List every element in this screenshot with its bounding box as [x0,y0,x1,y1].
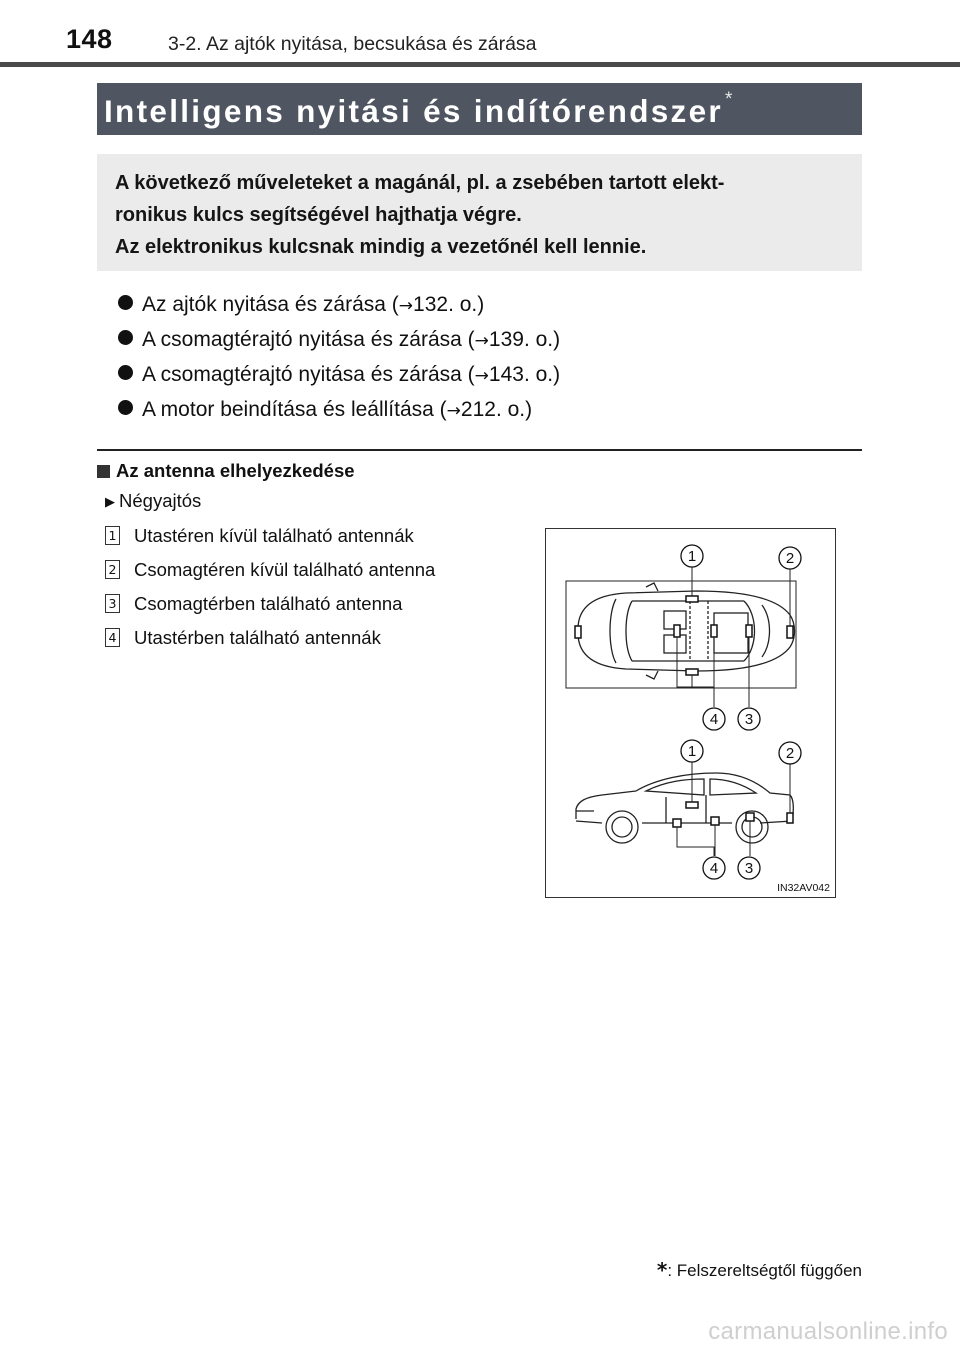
antenna-diagram [546,529,835,897]
callout-2-label: 2 [785,745,795,762]
bullet-dot-icon [118,330,133,345]
antenna-heading [97,460,355,482]
title-banner [97,83,862,135]
figure-code: IN32AV042 [777,882,830,894]
callout-4-label: 4 [709,711,719,728]
list-item-text: A csomagtérajtó nyitása és zárása ( [142,328,475,351]
callout-1-label: 1 [687,548,697,565]
antenna-marker [674,625,680,637]
variant-text: Négyajtós [119,490,202,511]
list-item-text: A motor beindítása és leállítása ( [142,398,447,421]
page-number: 148 [66,24,113,54]
callout-3-label: 3 [744,711,754,728]
callout-2-label: 2 [785,550,795,567]
car-top-view [566,581,796,688]
list-item [118,325,560,360]
legend-item [105,591,435,625]
list-item [118,360,560,395]
bullet-dot-icon [118,400,133,415]
side-callout-labels [688,743,794,877]
intro-line: ronikus kulcs segítségével hajthatja végre. [115,204,522,226]
antenna-location-figure [545,528,836,898]
legend-item [105,557,435,591]
legend-number: 3 [105,594,120,613]
legend-number: 2 [105,560,120,579]
arrow-right-icon: → [474,366,489,386]
antenna-marker [686,669,698,675]
intro-line: A következő műveleteket a magánál, pl. a zsebében tartott elekt- [115,172,725,194]
callout-3-label: 3 [744,860,754,877]
page-reference: 132. o.) [413,293,485,316]
asterisk-icon: * [656,1258,668,1282]
antenna-marker [673,819,681,827]
footnote [657,1258,862,1282]
antenna-marker [746,813,754,821]
legend-item [105,625,435,659]
section-header: 3-2. Az ajtók nyitása, becsukása és zárása [168,33,537,55]
legend-number: 4 [105,628,120,647]
antenna-marker [787,813,793,823]
callout-1-label: 1 [687,743,697,760]
antenna-marker [787,626,793,638]
page-reference: 143. o.) [488,363,561,386]
header-rule [0,62,960,67]
page-reference: 139. o.) [488,328,561,351]
top-callout-labels [688,548,794,728]
feature-list [118,290,560,430]
antenna-marker [711,817,719,825]
arrow-right-icon: → [398,296,414,316]
legend-item [105,523,435,557]
bullet-dot-icon [118,365,133,380]
antenna-marker [686,802,698,808]
legend-label: Utastéren kívül található antennák [134,525,414,546]
car-side-view [576,773,793,843]
list-item [118,290,560,325]
antenna-legend [105,523,435,659]
legend-label: Csomagtéren kívül található antenna [134,559,436,580]
title-asterisk: * [725,89,733,110]
antenna-marker [746,625,752,637]
list-item [118,395,560,430]
antenna-marker [686,596,698,602]
side-callouts [681,740,801,879]
legend-label: Utastérben található antennák [134,627,381,648]
page-reference: 212. o.) [460,398,533,421]
antenna-marker [711,625,717,637]
top-callouts [681,545,801,730]
arrow-right-icon: → [446,401,461,421]
legend-label: Csomagtérben található antenna [134,593,403,614]
antenna-marker [575,626,581,638]
footnote-text: : Felszereltségtől függően [667,1261,862,1280]
callout-4-label: 4 [709,860,719,877]
antenna-heading-text: Az antenna elhelyezkedése [116,460,355,481]
square-bullet-icon [97,465,110,478]
intro-box [97,154,862,271]
list-item-text: Az ajtók nyitása és zárása ( [142,293,399,316]
top-leader-lines [677,566,790,707]
list-item-text: A csomagtérajtó nyitása és zárása ( [142,363,475,386]
side-leader-lines [677,762,790,856]
arrow-right-icon: → [474,331,489,351]
triangle-right-icon: ▶ [105,495,115,510]
section-divider [97,449,862,451]
bullet-dot-icon [118,295,133,310]
intro-line: Az elektronikus kulcsnak mindig a vezetőnél kell lennie. [115,236,647,258]
variant-label [105,490,201,512]
page-title: Intelligens nyitási és indítórendszer [104,93,723,129]
watermark: carmanualsonline.info [708,1318,948,1345]
legend-number: 1 [105,526,120,545]
